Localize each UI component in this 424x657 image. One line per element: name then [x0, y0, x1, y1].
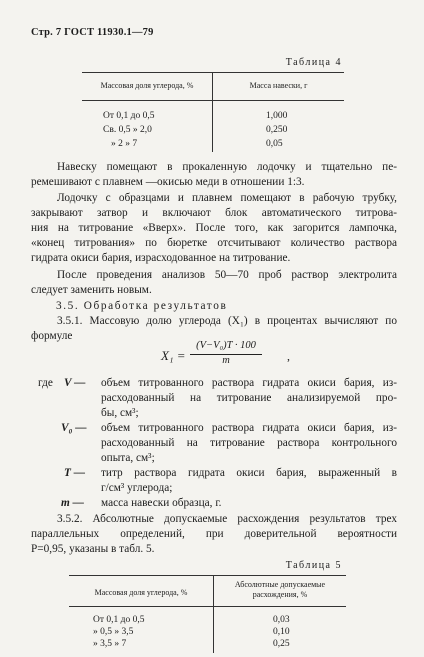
- table4-row3-mass: 0,05: [266, 139, 283, 149]
- paragraph-titration: Лодочку с образцами и плавнем помещают в рабочую трубку, закрывают затвор и включают блок автоматического титрова- ния на титрование «Вверх». После того, как загорится лампочка, «конец титрования» по бюретке отсчитывают количество раствора гидрата окиси бария, израсходованное на титрование.: [31, 192, 397, 264]
- formula-lhs: X₁ =: [161, 348, 186, 363]
- table5-row3-range: » 3,5 » 7: [93, 639, 127, 649]
- table5-row2-range: » 0,5 » 3,5: [93, 627, 134, 637]
- table4-top-rule: [82, 72, 344, 73]
- def-v0-symbol: V₀ —: [61, 422, 87, 434]
- paragraph-mixing: Навеску помещают в прокаленную лодочку и тщательно пе- ремешивают с плавнем —окисью меди в отношении 1:3.: [31, 161, 397, 188]
- table4-row2-mass: 0,250: [266, 125, 288, 135]
- paragraph-carbon-formula-intro: 3.5.1. Массовую долю углерода (X₁) в процентах вычисляют по формуле: [31, 315, 397, 342]
- paragraph-electrolyte: После проведения анализов 50—70 проб раствор электролита следует заменить новым.: [31, 269, 397, 296]
- table5-top-rule: [69, 575, 346, 576]
- table4-header-rule: [82, 100, 344, 101]
- table5-header-rule: [69, 606, 346, 607]
- table5-row3-value: 0,25: [273, 639, 290, 649]
- def-m-symbol: m —: [61, 497, 84, 509]
- table5-col2-header: Абсолютные допускаемые расхождения, %: [234, 580, 326, 599]
- table4-row1-mass: 1,000: [266, 111, 288, 121]
- paragraph-tolerances: 3.5.2. Абсолютные допускаемые расхождения результатов трех параллельных определений, при доверительной вероятности P=0,95, указаны в табл. 5.: [31, 513, 397, 555]
- page-header: Стр. 7 ГОСТ 11930.1—79: [31, 27, 154, 38]
- def-t-text: титр раствора гидрата окиси бария, выраженный в г/см³ углерода;: [101, 467, 397, 494]
- where-label: где: [38, 377, 53, 389]
- def-m-text: масса навески образца, г.: [101, 497, 222, 509]
- def-v-symbol: V —: [64, 377, 86, 389]
- table5-row1-value: 0,03: [273, 615, 290, 625]
- def-t-symbol: T —: [64, 467, 86, 479]
- table4-row2-range: Св. 0,5 » 2,0: [103, 125, 152, 135]
- formula-denominator: m: [222, 355, 230, 366]
- table5-caption: Таблица 5: [285, 560, 342, 571]
- table4-caption: Таблица 4: [285, 57, 342, 68]
- table5-col1-header: Массовая доля углерода, %: [94, 588, 188, 597]
- section-heading: 3.5. Обработка результатов: [56, 300, 228, 312]
- table4-col1-header: Массовая доля углерода, %: [100, 81, 194, 90]
- def-v0-text: объем титрованного раствора гидрата окиси бария, из- расходованный на титрование раствора контрольного опыта, см³;: [101, 422, 397, 464]
- formula-comma: ,: [287, 349, 290, 363]
- def-v-text: объем титрованного раствора гидрата окиси бария, из- расходованный на титрование анализируемой про- бы, см³;: [101, 377, 397, 419]
- table5-row2-value: 0,10: [273, 627, 290, 637]
- table4-col2-header: Масса навески, г: [249, 81, 308, 90]
- table4-row1-range: От 0,1 до 0,5: [103, 111, 155, 121]
- formula-numerator: (V−V₀)T · 100: [196, 340, 256, 351]
- table5-row1-range: От 0,1 до 0,5: [93, 615, 145, 625]
- table4-row3-range: » 2 » 7: [111, 139, 138, 149]
